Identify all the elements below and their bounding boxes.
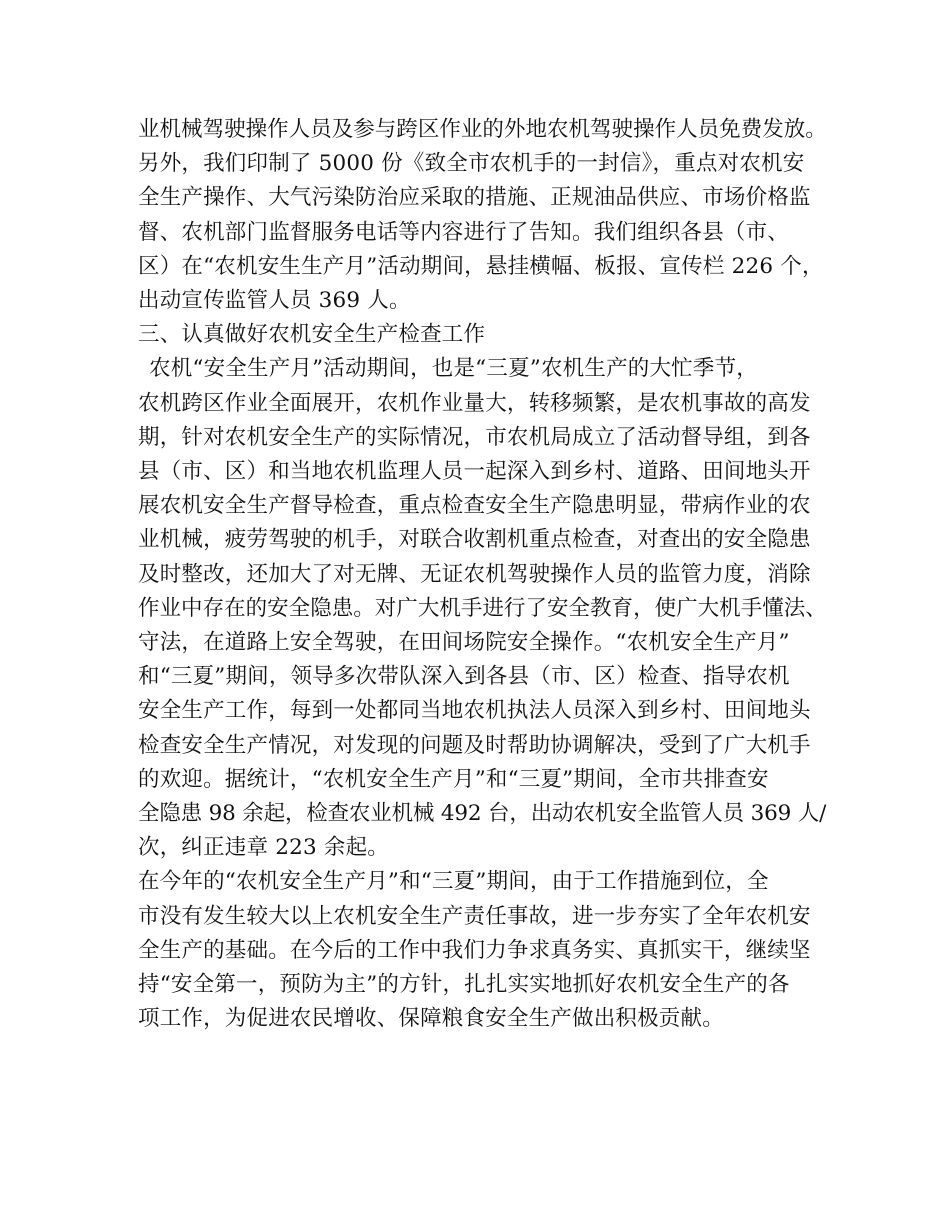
- text-line: 督、农机部门监督服务电话等内容进行了告知。我们组织各县（市、: [138, 219, 790, 245]
- document-body: [138, 113, 828, 1036]
- text-line: 项工作，为促进农民增收、保障粮食安全生产做出积极贡献。: [138, 1006, 724, 1032]
- text-line: 市没有发生较大以上农机安全生产责任事故，进一步夯实了全年农机安: [138, 903, 811, 929]
- text-line: 另外，我们印制了 5000 份《致全市农机手的一封信》，重点对农机安: [138, 151, 805, 177]
- text-line: 业机械，疲劳驾驶的机手，对联合收割机重点检查，对查出的安全隐患: [138, 527, 811, 553]
- text-line: 守法，在道路上安全驾驶，在田间场院安全操作。“农机安全生产月”: [138, 630, 790, 656]
- text-line: 和“三夏”期间，领导多次带队深入到各县（市、区）检查、指导农机: [138, 664, 790, 690]
- text-line: 全生产的基础。在今后的工作中我们力争求真务实、真抓实干，继续坚: [138, 937, 811, 963]
- text-line: 业机械驾驶操作人员及参与跨区作业的外地农机驾驶操作人员免费发放。: [138, 117, 827, 142]
- text-line: 县（市、区）和当地农机监理人员一起深入到乡村、道路、田间地头开: [138, 459, 811, 485]
- paragraph-publicity: [138, 113, 828, 318]
- text-line: 及时整改，还加大了对无牌、无证农机驾驶操作人员的监管力度，消除: [138, 561, 811, 587]
- text-line: 安全生产工作，每到一处都同当地农机执法人员深入到乡村、田间地头: [138, 698, 811, 724]
- text-line: 在今年的“农机安全生产月”和“三夏”期间，由于工作措施到位，全: [138, 869, 769, 895]
- text-line: 次，纠正违章 223 余起。: [138, 835, 390, 861]
- text-line: 检查安全生产情况，对发现的问题及时帮助协调解决，受到了广大机手: [138, 732, 811, 758]
- text-line: 的欢迎。据统计，“农机安全生产月”和“三夏”期间，全市共排查安: [138, 766, 769, 792]
- text-line: 全隐患 98 余起，检查农业机械 492 台，出动农机安全监管人员 369 人/: [138, 801, 827, 827]
- text-line: 农机“安全生产月”活动期间，也是“三夏”农机生产的大忙季节，: [149, 356, 758, 382]
- paragraph-inspection: [138, 352, 828, 865]
- text-line: 期，针对农机安全生产的实际情况，市农机局成立了活动督导组，到各: [138, 424, 811, 450]
- paragraph-conclusion: [138, 865, 828, 1036]
- text-line: 全生产操作、大气污染防治应采取的措施、正规油品供应、市场价格监: [138, 185, 811, 211]
- text-line: 展农机安全生产督导检查，重点检查安全生产隐患明显，带病作业的农: [138, 493, 811, 519]
- text-line: 出动宣传监管人员 369 人。: [138, 288, 411, 314]
- text-line: 持“安全第一，预防为主”的方针，扎扎实实地抓好农机安全生产的各: [138, 972, 790, 998]
- text-line: 作业中存在的安全隐患。对广大机手进行了安全教育，使广大机手懂法、: [138, 595, 827, 621]
- text-line: 农机跨区作业全面展开，农机作业量大，转移频繁，是农机事故的高发: [138, 390, 811, 416]
- text-line: 区）在“农机安生生产月”活动期间，悬挂横幅、板报、宣传栏 226 个，: [138, 253, 824, 279]
- section-heading: 三、认真做好农机安全生产检查工作: [138, 322, 486, 348]
